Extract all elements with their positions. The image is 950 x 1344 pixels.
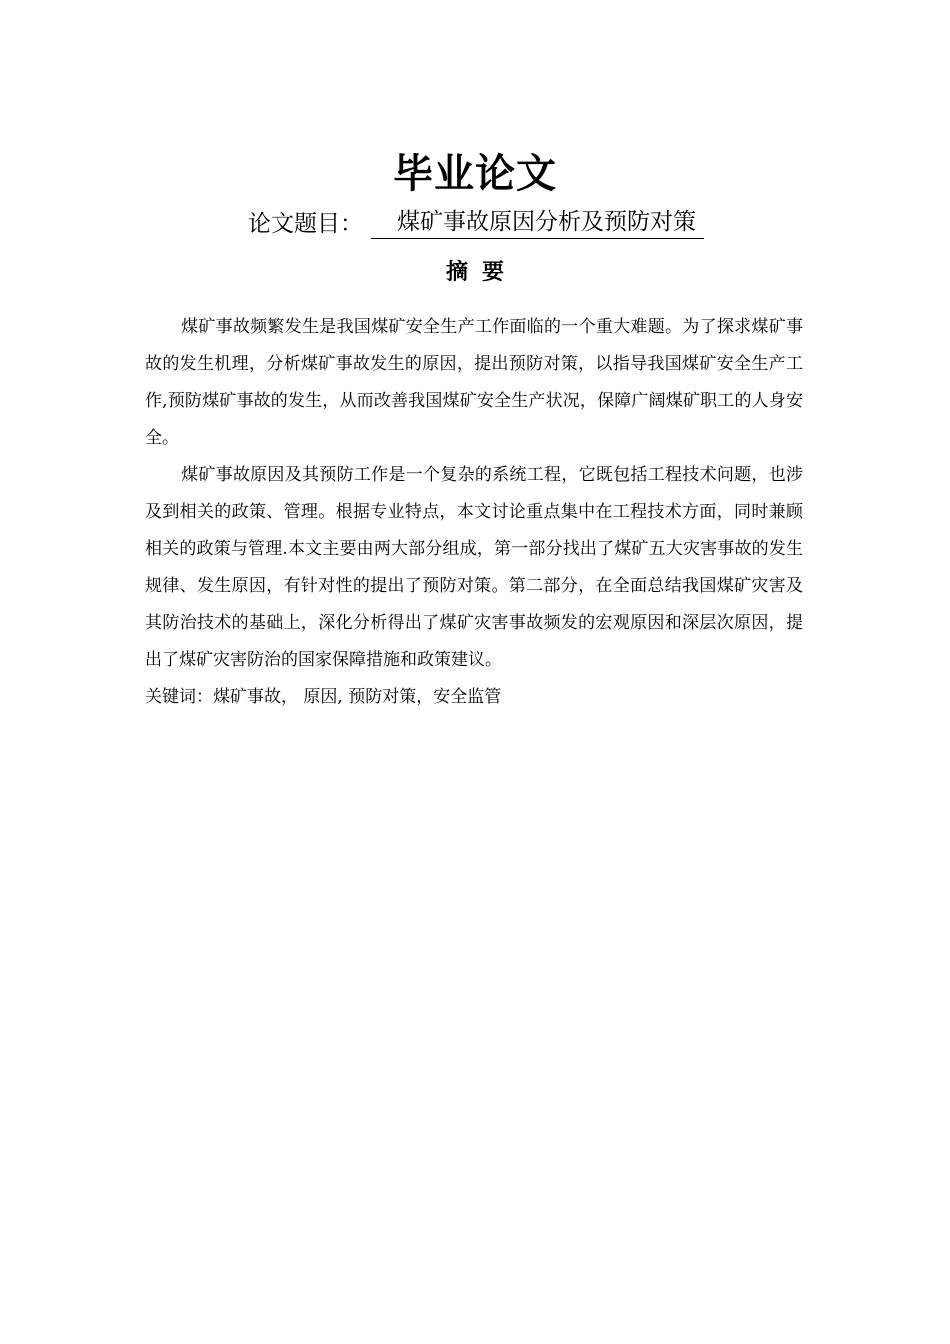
keywords-value: 煤矿事故， 原因, 预防对策，安全监管: [213, 687, 502, 707]
keywords-label: 关键词：: [145, 687, 213, 707]
thesis-topic-value: 煤矿事故原因分析及预防对策: [371, 206, 704, 239]
keywords-line: [145, 679, 803, 716]
thesis-topic-row: [248, 206, 704, 242]
abstract-paragraph-2: 煤矿事故原因及其预防工作是一个复杂的系统工程，它既包括工程技术问题，也涉及到相关的政策、管理。根据专业特点，本文讨论重点集中在工程技术方面，同时兼顾相关的政策与管理.本文主要由两大部分组成，第一部分找出了煤矿五大灾害事故的发生规律、发生原因，有针对性的提出了预防对策。第二部分，在全面总结我国煤矿灾害及其防治技术的基础上，深化分析得出了煤矿灾害事故频发的宏观原因和深层次原因，提出了煤矿灾害防治的国家保障措施和政策建议。: [145, 465, 803, 670]
document-title: 毕业论文: [393, 151, 557, 197]
abstract-paragraph-1: 煤矿事故频繁发生是我国煤矿安全生产工作面临的一个重大难题。为了探求煤矿事故的发生机理，分析煤矿事故发生的原因，提出预防对策，以指导我国煤矿安全生产工作,预防煤矿事故的发生，从而改善我国煤矿安全生产状况，保障广阔煤矿职工的人身安全。: [145, 317, 803, 448]
abstract-heading: 摘要: [445, 260, 518, 285]
abstract-body: [145, 309, 803, 716]
thesis-topic-label: 论文题目：: [248, 211, 363, 237]
